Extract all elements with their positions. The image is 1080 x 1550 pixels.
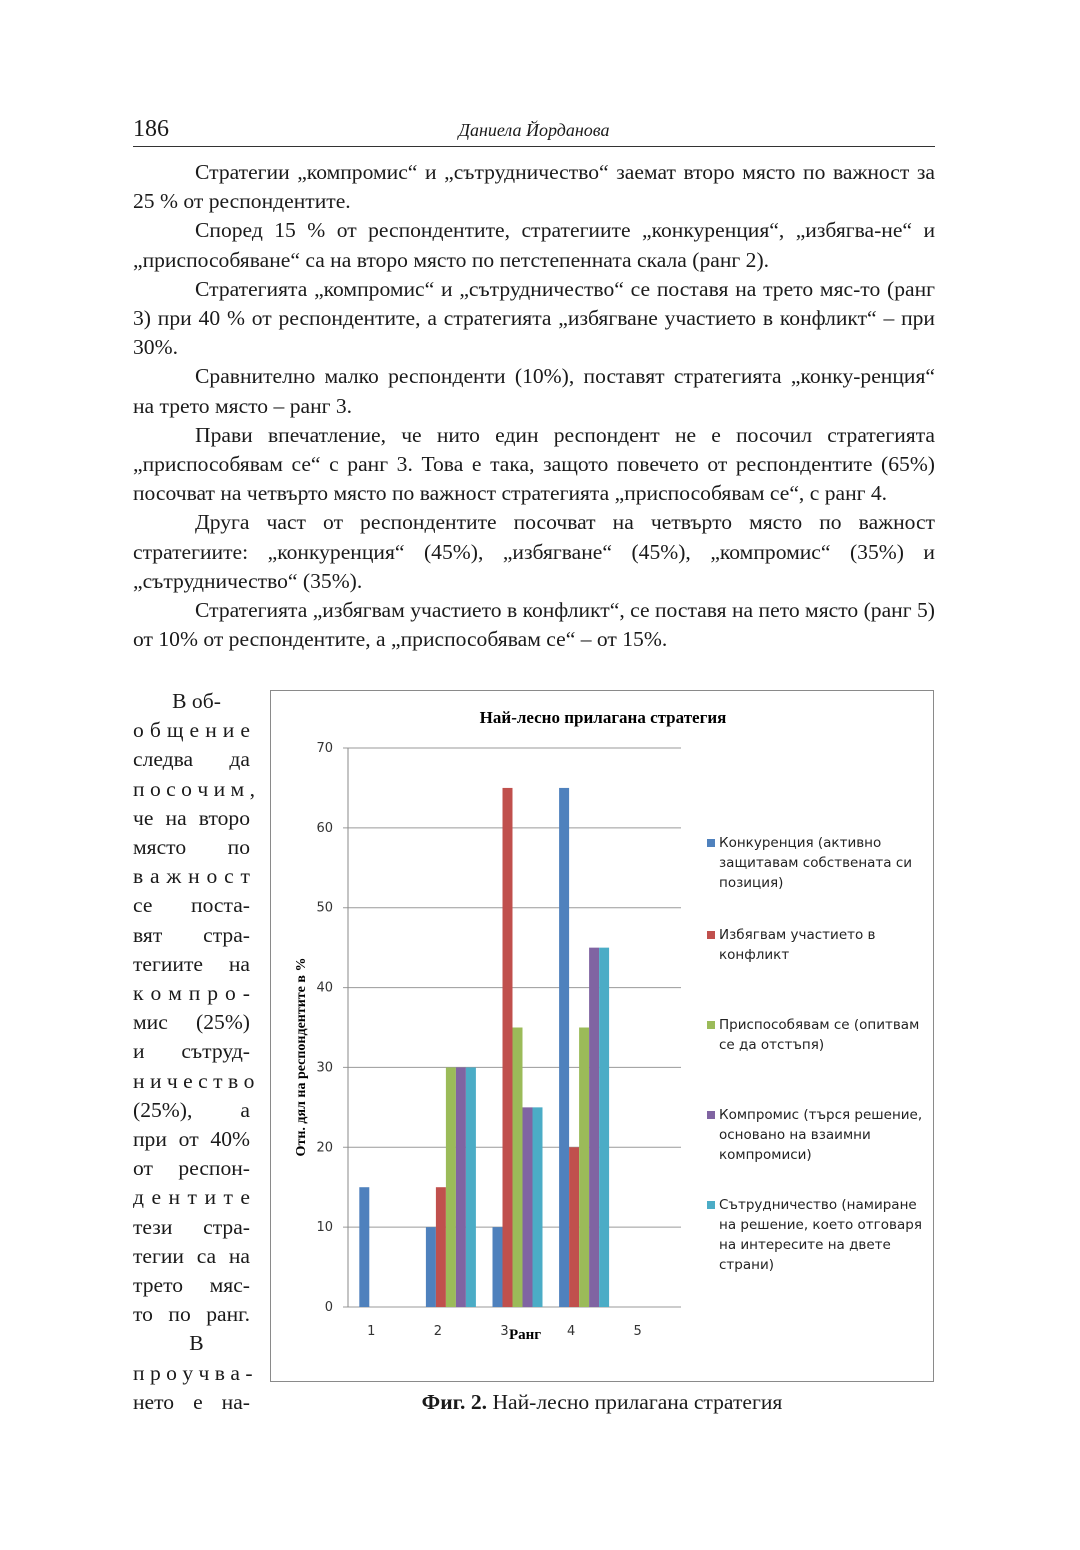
- x-tick-label: 4: [566, 1324, 576, 1339]
- side-line: тегиите на: [133, 951, 250, 976]
- caption-text: Най-лесно прилагана стратегия: [492, 1390, 783, 1414]
- bar: [493, 1227, 503, 1307]
- bar: [523, 1107, 533, 1307]
- side-line: от респон-: [133, 1156, 250, 1181]
- paragraph: Прави впечатление, че нито един респондент не е посочил стратегията „приспособявам се“ с ранг 3. Това е така, защото повечето от респондентите (65%) посочват на четвърто място по важност стратегията „приспособявам се“, с ранг 4.: [133, 422, 935, 506]
- bars: [359, 788, 609, 1307]
- bar: [503, 788, 513, 1307]
- side-line: нето е на-: [133, 1389, 250, 1414]
- x-axis-label: Ранг: [508, 1327, 542, 1343]
- legend-swatch: [707, 1021, 715, 1029]
- legend-item: [707, 925, 927, 965]
- side-line: мис (25%): [133, 1010, 250, 1035]
- side-line: н и ч е с т в о: [133, 1068, 255, 1093]
- legend-label: Сътрудничество (намиране на решение, което отговаря на интересите на двете страни): [719, 1197, 922, 1273]
- bar: [579, 1028, 589, 1308]
- y-axis-ticks: [316, 741, 333, 1315]
- legend-label: Компромис (търся решение, основано на взаимни компромиси): [719, 1107, 923, 1163]
- side-line: к о м п р о -: [133, 981, 250, 1006]
- paragraph: Стратегии „компромис“ и „сътрудничество“ заемат второ място по важност за 25 % от респондентите.: [133, 160, 935, 214]
- side-line: че на второ: [133, 805, 250, 830]
- legend-label: Приспособявам се (опитвам се да отстъпя): [719, 1017, 920, 1053]
- x-tick-label: 2: [433, 1324, 443, 1339]
- x-tick-label: 3: [500, 1324, 509, 1339]
- y-tick-label: 10: [316, 1220, 333, 1236]
- y-tick-label: 0: [324, 1300, 333, 1315]
- side-line: трето мяс-: [133, 1273, 250, 1298]
- side-line: тези стра-: [133, 1214, 250, 1239]
- bar: [446, 1067, 456, 1307]
- page-header: [133, 114, 935, 147]
- legend-swatch: [707, 839, 715, 847]
- bar: [569, 1147, 579, 1307]
- bar: [559, 788, 569, 1307]
- side-line: в а ж н о с т: [133, 864, 250, 889]
- legend-label: Избягвам участието в конфликт: [719, 927, 876, 963]
- legend-item: [707, 1105, 927, 1165]
- side-line: то по ранг.: [133, 1302, 250, 1327]
- body-text: [133, 158, 935, 654]
- side-line: вят стра-: [133, 922, 250, 947]
- side-line: В об-: [172, 689, 221, 713]
- bar: [456, 1067, 466, 1307]
- paragraph: Стратегията „компромис“ и „сътрудничество“ се поставя на трето мяс-то (ранг 3) при 40 % от респондентите, а стратегията „избягване участието в конфликт“ – при 30%.: [133, 276, 935, 360]
- x-axis-ticks: [367, 1324, 642, 1339]
- y-tick-label: 40: [316, 980, 333, 996]
- page-number: 186: [133, 116, 169, 142]
- bar: [436, 1187, 446, 1307]
- bar: [359, 1187, 369, 1307]
- side-line: тегии са на: [133, 1243, 250, 1268]
- y-tick-label: 30: [316, 1060, 333, 1076]
- y-axis-label: Отн. дял на респондентите в %: [294, 957, 309, 1157]
- paragraph: Друга част от респондентите посочват на четвърто място по важност стратегиите: „конкуренция“ (45%), „избягване“ (45%), „компромис“ (35%) и „сътрудничество“ (35%).: [133, 510, 935, 593]
- side-line: се поста-: [133, 893, 250, 918]
- paragraph: Стратегията „избягвам участието в конфликт“, се поставя на пето място (ранг 5) от 10% от респондентите, а „приспособявам се“ – от 15%.: [133, 598, 935, 652]
- side-line: следва да: [133, 747, 250, 772]
- bar: [426, 1227, 436, 1307]
- y-tick-label: 70: [316, 741, 333, 756]
- y-tick-label: 20: [316, 1140, 333, 1156]
- bar: [599, 948, 609, 1307]
- wrapped-text-column: [133, 687, 256, 1417]
- y-tick-label: 60: [316, 820, 333, 836]
- legend-item: [707, 833, 927, 893]
- chart-frame: [270, 690, 934, 1382]
- chart-title: Най-лесно прилагана стратегия: [479, 708, 727, 727]
- bar: [589, 948, 599, 1307]
- side-line: при от 40%: [133, 1127, 250, 1152]
- x-tick-label: 1: [367, 1324, 376, 1339]
- bar: [533, 1107, 543, 1307]
- side-line: място по: [133, 835, 250, 860]
- side-line: д е н т и т е: [133, 1185, 250, 1210]
- side-line: о б щ е н и е: [133, 718, 250, 743]
- caption-label: Фиг. 2.: [421, 1390, 488, 1414]
- side-line: и сътруд-: [133, 1039, 250, 1064]
- legend-item: [707, 1195, 927, 1275]
- legend-swatch: [707, 1201, 715, 1209]
- side-line: п р о у ч в а -: [133, 1360, 253, 1385]
- side-line: В: [189, 1331, 204, 1356]
- paragraph: Сравнително малко респонденти (10%), поставят стратегията „конку-ренция“ на трето място – ранг 3.: [133, 364, 935, 418]
- figure-caption: [270, 1390, 934, 1415]
- bar: [513, 1028, 523, 1308]
- running-head-author: Даниела Йорданова: [458, 120, 610, 140]
- legend-label: Конкуренция (активно защитавам собствената си позиция): [719, 835, 913, 891]
- side-line: (25%), а: [133, 1097, 250, 1122]
- legend-swatch: [707, 931, 715, 939]
- legend-item: [707, 1015, 927, 1055]
- x-tick-label: 5: [633, 1324, 642, 1339]
- bar: [466, 1067, 476, 1307]
- y-tick-label: 50: [316, 900, 333, 916]
- side-line: п о с о ч и м ,: [133, 776, 256, 801]
- paragraph: Според 15 % от респондентите, стратегиите „конкуренция“, „избягва-не“ и „приспособяване“ са на второ място по петстепенната скала (ранг 2).: [133, 218, 935, 272]
- legend-swatch: [707, 1111, 715, 1119]
